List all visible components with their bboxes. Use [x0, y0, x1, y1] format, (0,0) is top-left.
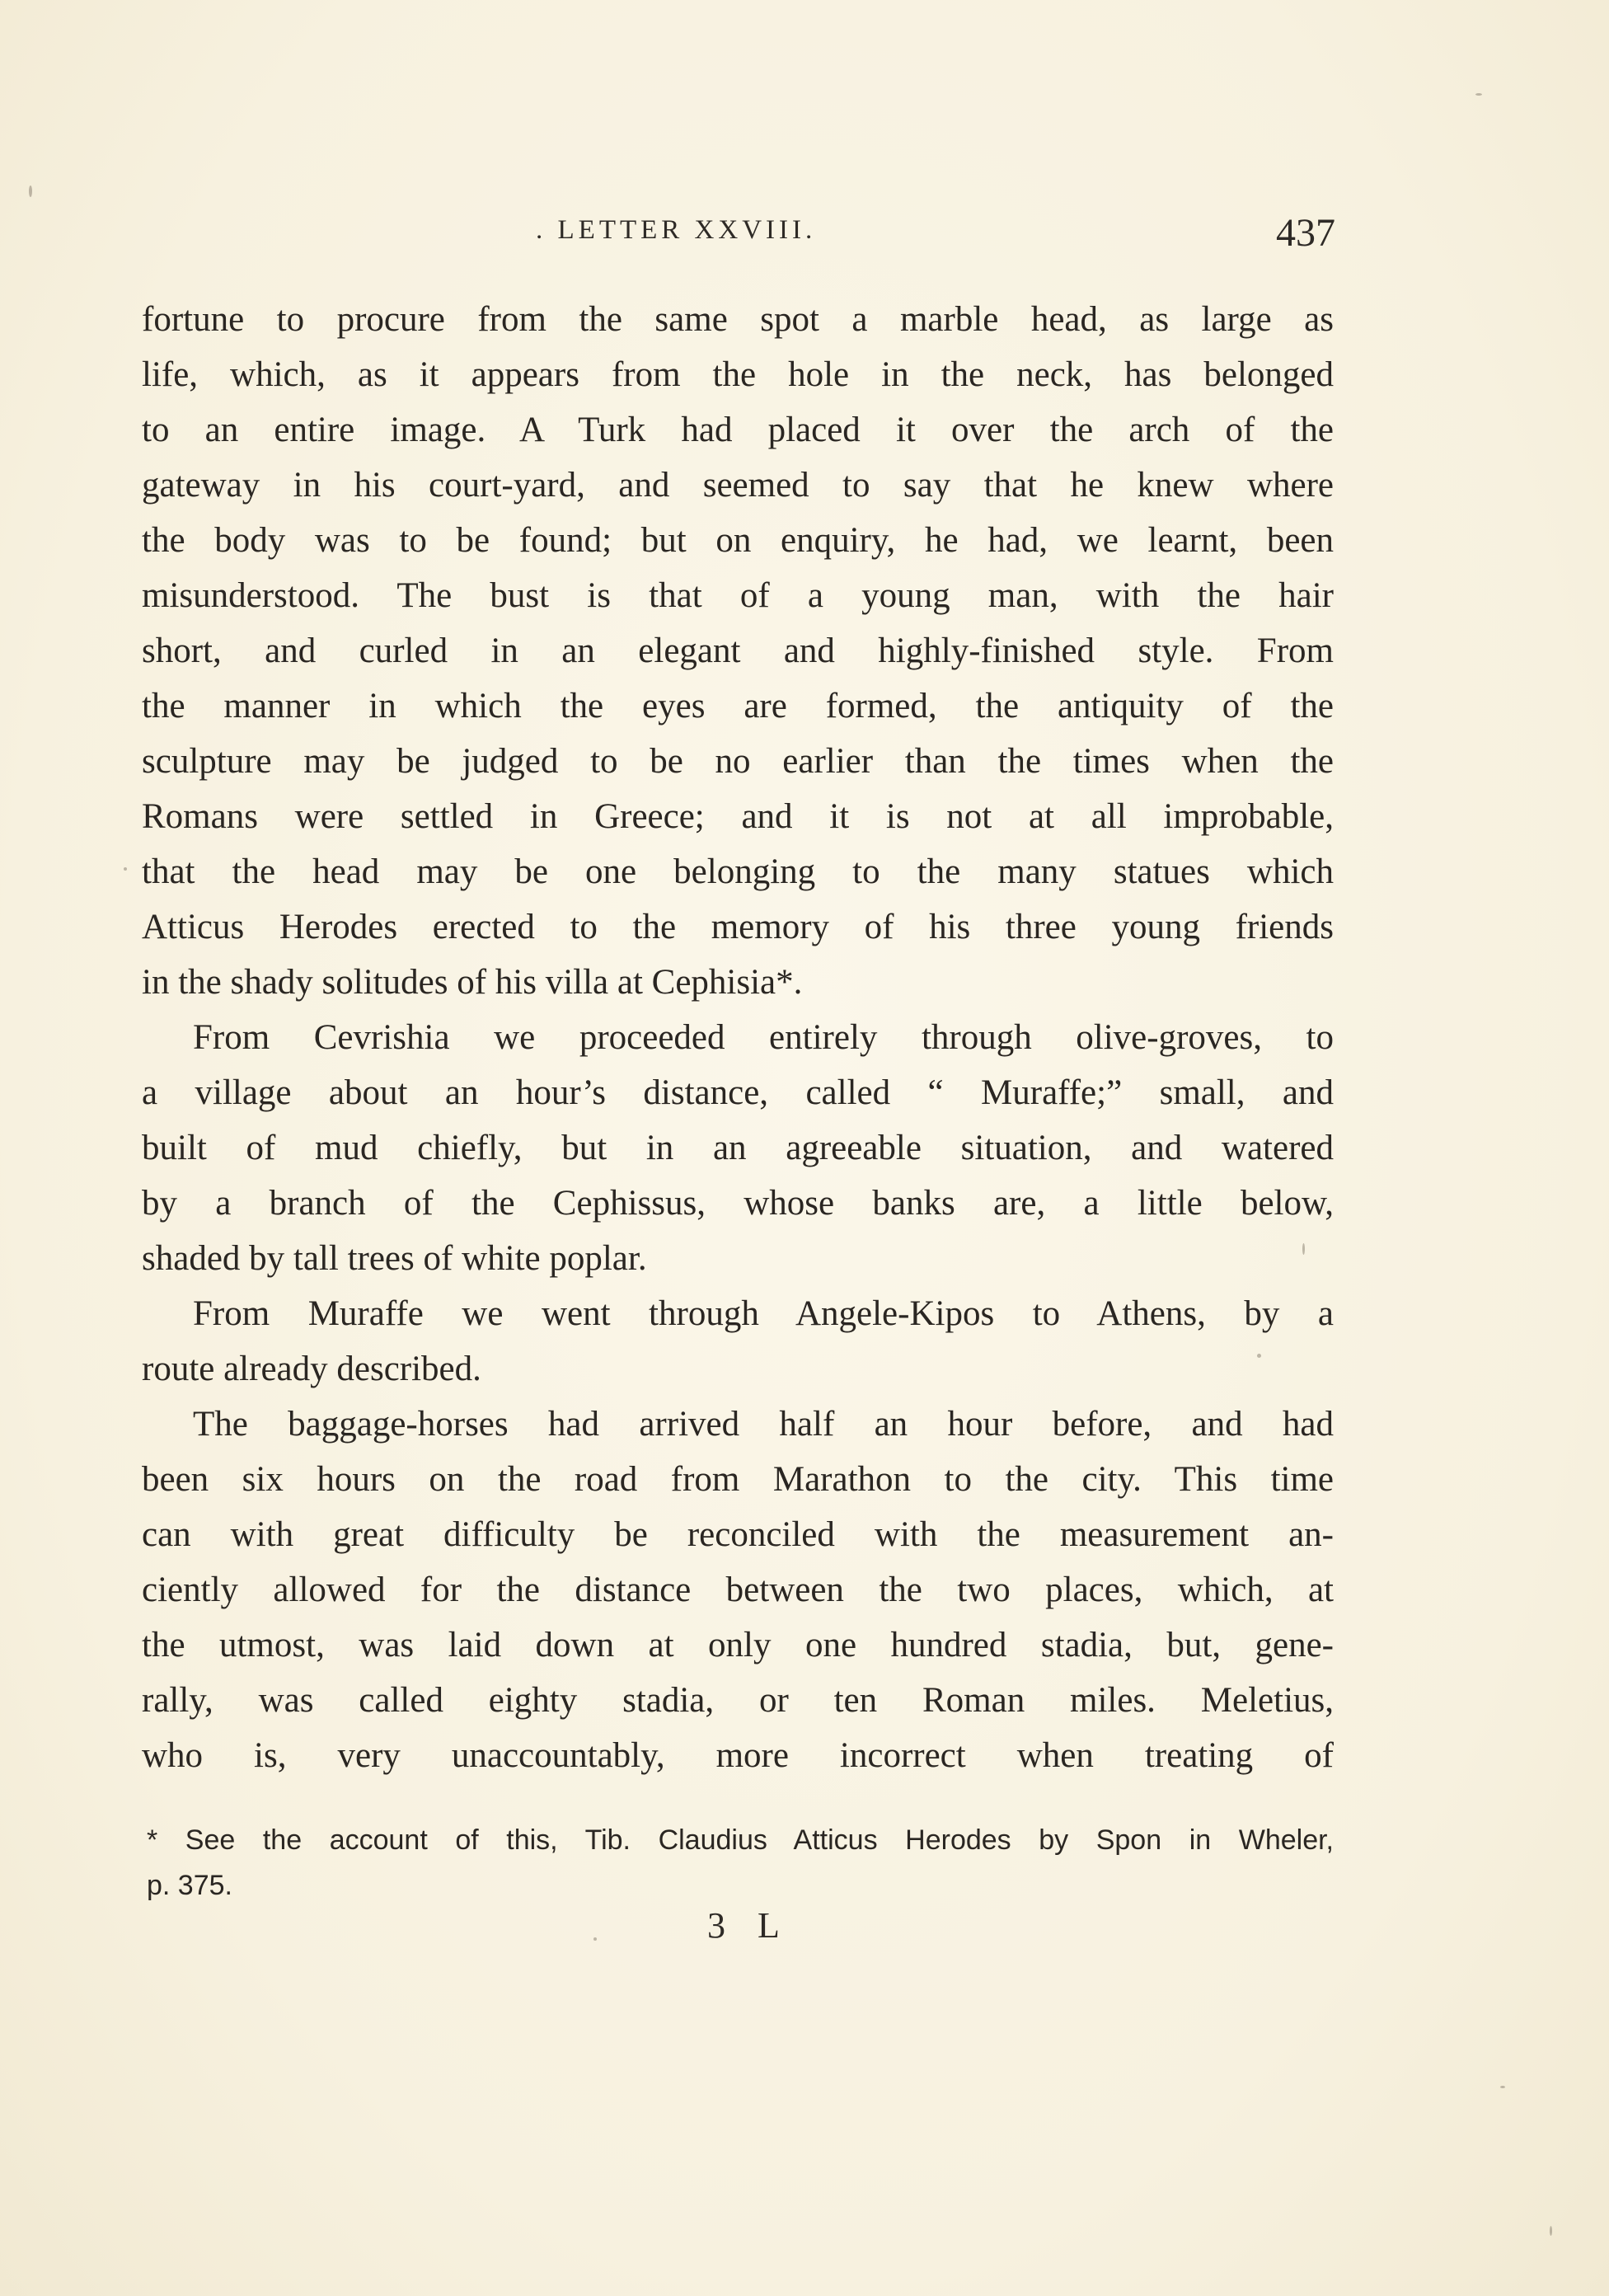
text-line: built of mud chiefly, but in an agreeable situation, and watered [142, 1129, 1334, 1167]
body-text [142, 292, 1334, 1783]
text-line: who is, very unaccountably, more incorrect when treating of [142, 1736, 1334, 1775]
text-line: Romans were settled in Greece; and it is not at all improbable, [142, 797, 1334, 836]
paragraph-start-line: From Muraffe we went through Angele-Kipos to Athens, by a [193, 1294, 1334, 1333]
paper-speck [124, 867, 127, 871]
text-line: route already described. [142, 1350, 481, 1388]
paper-speck [593, 1937, 597, 1941]
footnote-line: p. 375. [147, 1870, 232, 1901]
text-line: short, and curled in an elegant and highly-finished style. From [142, 632, 1334, 670]
text-line: in the shady solitudes of his villa at Cephisia*. [142, 963, 803, 1002]
text-line: Atticus Herodes erected to the memory of his three young friends [142, 908, 1334, 946]
paper-speck [1257, 1354, 1261, 1358]
text-line: to an entire image. A Turk had placed it over the arch of the [142, 411, 1334, 449]
paper-speck [29, 185, 32, 197]
text-line: fortune to procure from the same spot a marble head, as large as [142, 300, 1334, 339]
paper-speck [1475, 93, 1482, 96]
text-line: gateway in his court-yard, and seemed to say that he knew where [142, 466, 1334, 505]
footnote [147, 1818, 1334, 1909]
text-line: the manner in which the eyes are formed, the antiquity of the [142, 687, 1334, 725]
running-title: . LETTER XXVIII. [536, 215, 817, 245]
running-head [140, 210, 1335, 260]
text-line: that the head may be one belonging to the many statues which [142, 852, 1334, 891]
text-line: the utmost, was laid down at only one hundred stadia, but, gene- [142, 1626, 1334, 1664]
text-line: rally, was called eighty stadia, or ten Roman miles. Meletius, [142, 1681, 1334, 1720]
footnote-line: * See the account of this, Tib. Claudius Atticus Herodes by Spon in Wheler, [147, 1824, 1334, 1856]
paper-speck [1500, 2086, 1505, 2088]
text-line: sculpture may be judged to be no earlier than the times when the [142, 742, 1334, 781]
paragraph-start-line: The baggage-horses had arrived half an hour before, and had [193, 1405, 1334, 1444]
text-line: been six hours on the road from Marathon to the city. This time [142, 1460, 1334, 1499]
text-line: ciently allowed for the distance between the two places, which, at [142, 1571, 1334, 1609]
paragraph-start-line: From Cevrishia we proceeded entirely through olive-groves, to [193, 1018, 1334, 1057]
signature-mark: 3 L [707, 1905, 791, 1946]
text-line: by a branch of the Cephissus, whose banks are, a little below, [142, 1184, 1334, 1223]
page-number: 437 [1276, 211, 1335, 255]
paper-speck [1302, 1243, 1305, 1255]
text-line: a village about an hour’s distance, called “ Muraffe;” small, and [142, 1073, 1334, 1112]
text-line: the body was to be found; but on enquiry, he had, we learnt, been [142, 521, 1334, 560]
paper-speck [1550, 2226, 1552, 2236]
text-line: shaded by tall trees of white poplar. [142, 1239, 647, 1278]
text-line: life, which, as it appears from the hole in the neck, has belonged [142, 355, 1334, 394]
text-line: misunderstood. The bust is that of a young man, with the hair [142, 576, 1334, 615]
text-line: can with great difficulty be reconciled with the measurement an- [142, 1515, 1334, 1554]
